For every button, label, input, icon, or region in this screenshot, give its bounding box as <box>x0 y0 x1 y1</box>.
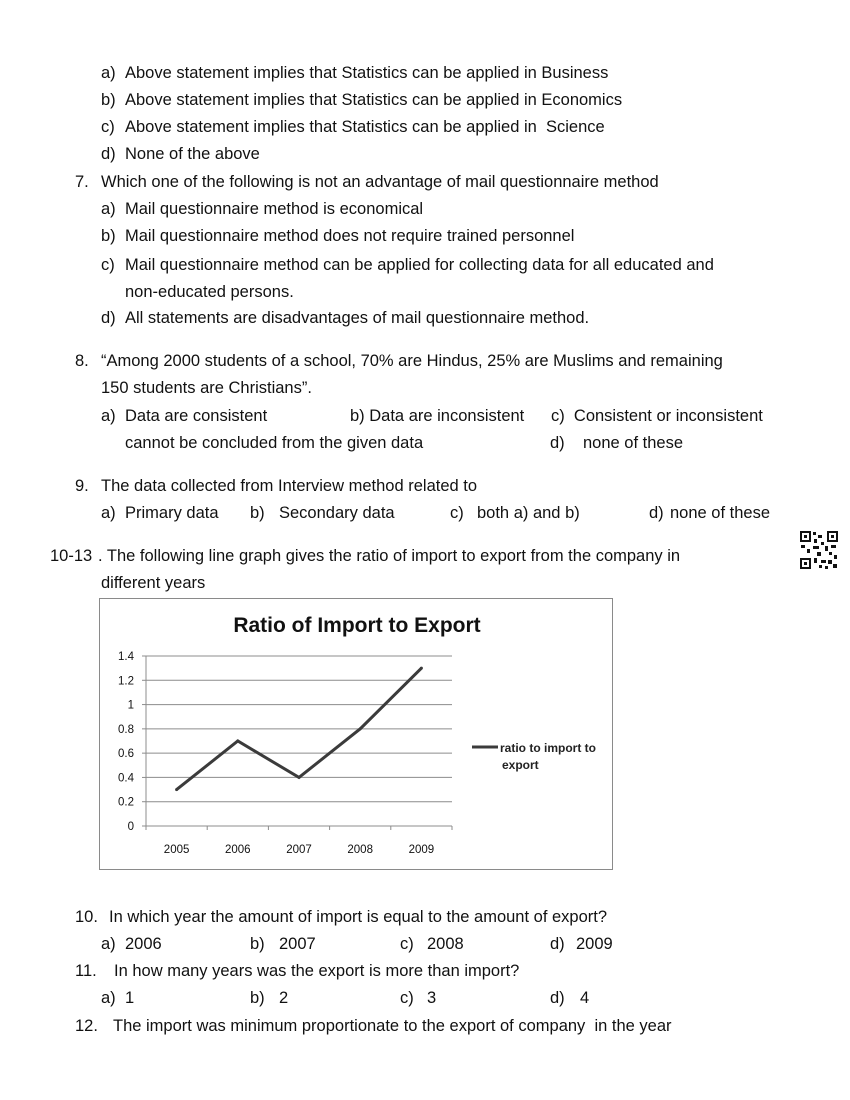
q7-option-a-label: a) <box>101 200 116 218</box>
q10-number: 10. <box>75 908 98 926</box>
q9-option-c-label: c) <box>450 504 464 522</box>
q8-option-d-label: d) <box>550 434 565 452</box>
y-tick-label: 1.2 <box>118 675 134 688</box>
q9-number: 9. <box>75 477 89 495</box>
q6-option-b-text: Above statement implies that Statistics can be applied in Economics <box>125 91 623 109</box>
line-chart-svg <box>100 599 612 869</box>
y-tick-label: 0.8 <box>118 723 134 736</box>
q10-13-text: . The following line graph gives the ratio of import to export from the company in <box>98 547 681 565</box>
q9-option-d-label: d) <box>649 504 664 522</box>
q9-option-d-text: none of these <box>670 504 770 522</box>
q12-number: 12. <box>75 1017 98 1035</box>
qr-code-icon <box>799 530 839 570</box>
q8-option-d-text: none of these <box>583 434 683 452</box>
q10-option-c-label: c) <box>400 935 414 953</box>
q11-option-d-label: d) <box>550 989 565 1007</box>
y-tick-label: 0.2 <box>118 796 134 809</box>
q8-option-a-text: Data are consistent <box>125 407 268 425</box>
q6-option-a-text: Above statement implies that Statistics can be applied in Business <box>125 64 609 82</box>
q7-text: Which one of the following is not an advantage of mail questionnaire method <box>101 173 659 191</box>
q9-text: The data collected from Interview method related to <box>101 477 478 495</box>
q10-option-b-label: b) <box>250 935 265 953</box>
q7-option-b-text: Mail questionnaire method does not require trained personnel <box>125 227 575 245</box>
q8-option-c-continued: cannot be concluded from the given data <box>125 434 424 452</box>
q6-option-d-label: d) <box>101 145 116 163</box>
q7-number: 7. <box>75 173 89 191</box>
x-tick-label: 2009 <box>408 844 435 856</box>
chart-legend <box>472 741 596 772</box>
q7-option-c-label: c) <box>101 256 115 274</box>
x-tick-label: 2006 <box>225 844 251 856</box>
q11-option-c-text: 3 <box>427 989 437 1007</box>
q6-option-d-text: None of the above <box>125 145 260 163</box>
x-tick-label: 2005 <box>163 844 190 856</box>
legend-label: export <box>502 758 539 772</box>
q11-option-c-label: c) <box>400 989 414 1007</box>
chart-gridlines <box>146 656 452 802</box>
q10-text: In which year the amount of import is equal to the amount of export? <box>109 908 608 926</box>
q11-option-b-label: b) <box>250 989 265 1007</box>
q7-option-b-label: b) <box>101 227 116 245</box>
y-tick-label: 0 <box>127 821 134 833</box>
q9-option-a-label: a) <box>101 504 116 522</box>
q7-option-d-label: d) <box>101 309 116 327</box>
y-tick-label: 1 <box>127 699 134 712</box>
data-point <box>359 727 362 730</box>
q10-option-d-label: d) <box>550 935 565 953</box>
q8-option-b-text: b) Data are inconsistent <box>350 407 525 425</box>
q9-option-b-text: Secondary data <box>279 504 395 522</box>
q9-option-c-text: both a) and b) <box>477 504 580 522</box>
line-chart <box>99 598 613 870</box>
q11-option-b-text: 2 <box>279 989 289 1007</box>
q10-option-d-text: 2009 <box>576 935 613 953</box>
chart-y-ticks <box>118 651 135 833</box>
q11-text: In how many years was the export is more than import? <box>114 962 520 980</box>
y-tick-label: 0.6 <box>118 748 134 761</box>
data-point <box>236 740 239 743</box>
q8-option-c-text: c) Consistent or inconsistent <box>551 407 763 425</box>
chart-title: Ratio of Import to Export <box>233 614 481 637</box>
q8-option-a-label: a) <box>101 407 116 425</box>
x-tick-label: 2007 <box>286 844 312 856</box>
q7-option-a-text: Mail questionnaire method is economical <box>125 200 424 218</box>
q10-13-text-cont: different years <box>101 574 206 592</box>
y-tick-label: 1.4 <box>118 651 134 663</box>
q11-number: 11. <box>75 962 97 980</box>
q7-option-d-text: All statements are disadvantages of mail questionnaire method. <box>125 309 590 327</box>
data-point <box>298 776 301 779</box>
q9-option-a-text: Primary data <box>125 504 219 522</box>
q10-option-c-text: 2008 <box>427 935 464 953</box>
q8-number: 8. <box>75 352 89 370</box>
x-tick-label: 2008 <box>347 844 373 856</box>
q7-option-c-text: Mail questionnaire method can be applied for collecting data for all educated and <box>125 256 714 274</box>
q8-text-line1: “Among 2000 students of a school, 70% are Hindus, 25% are Muslims and remaining <box>101 352 723 370</box>
legend-label: ratio to import to <box>500 741 596 755</box>
q7-option-c-continued: non-educated persons. <box>125 283 294 301</box>
q6-option-b-label: b) <box>101 91 116 109</box>
chart-x-ticks <box>164 844 434 856</box>
q6-option-a-label: a) <box>101 64 116 82</box>
q10-option-a-label: a) <box>101 935 116 953</box>
q12-text: The import was minimum proportionate to the export of company in the year <box>113 1017 672 1035</box>
y-tick-label: 0.4 <box>118 772 134 785</box>
q9-option-b-label: b) <box>250 504 265 522</box>
q11-option-d-text: 4 <box>580 989 590 1007</box>
q8-text-line2: 150 students are Christians”. <box>101 379 312 397</box>
q10-option-a-text: 2006 <box>125 935 162 953</box>
data-point <box>420 667 423 670</box>
data-point <box>175 788 178 791</box>
q11-option-a-text: 1 <box>125 989 135 1007</box>
q11-option-a-label: a) <box>101 989 116 1007</box>
q10-option-b-text: 2007 <box>279 935 316 953</box>
q6-option-c-text: Above statement implies that Statistics can be applied in Science <box>125 118 605 136</box>
q10-13-number: 10-13 <box>50 547 93 565</box>
q6-option-c-label: c) <box>101 118 115 136</box>
